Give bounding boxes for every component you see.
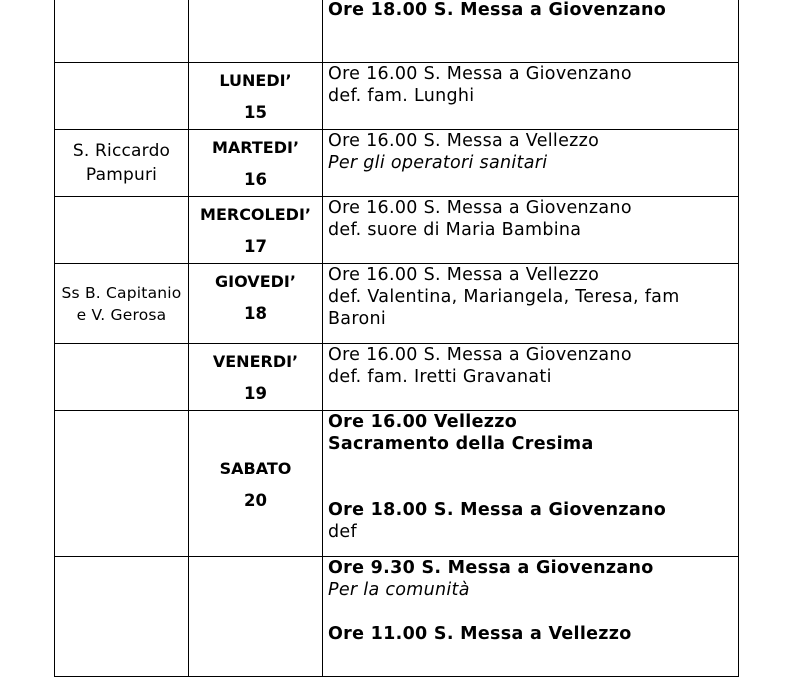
- event-line: Sacramento della Cresima: [328, 434, 594, 454]
- day-cell: [189, 130, 323, 197]
- weekday-label: MERCOLEDI’: [200, 205, 311, 224]
- day-number: 19: [244, 384, 267, 403]
- event-line: def: [328, 522, 357, 542]
- saint-cell: [55, 344, 189, 411]
- event-line: Ore 18.00 S. Messa a Giovenzano: [328, 0, 667, 20]
- event-line: Ore 11.00 S. Messa a Vellezzo: [328, 624, 632, 644]
- day-cell: [189, 557, 323, 677]
- event-cell: [323, 344, 739, 411]
- schedule-row: [55, 264, 739, 344]
- event-line: def. fam. Lunghi: [328, 86, 475, 106]
- event-line: Per gli operatori sanitari: [328, 153, 548, 173]
- day-cell: [189, 63, 323, 130]
- event-line: Ore 16.00 S. Messa a Giovenzano: [328, 64, 632, 84]
- event-line: Ore 16.00 Vellezzo: [328, 412, 518, 432]
- event-line: def. Valentina, Mariangela, Teresa, fam: [328, 287, 680, 307]
- saint-cell: [55, 197, 189, 264]
- weekday-label: GIOVEDI’: [215, 272, 296, 291]
- weekday-label: MARTEDI’: [211, 138, 300, 157]
- schedule-row: [55, 63, 739, 130]
- saint-cell: S. Riccardo Pampuri: [55, 130, 189, 197]
- event-line: Ore 18.00 S. Messa a Giovenzano: [328, 500, 667, 520]
- day-number: 15: [244, 103, 267, 122]
- spacer: [328, 601, 738, 623]
- schedule-row: [55, 130, 739, 197]
- event-cell: [323, 411, 739, 557]
- event-cell: [323, 557, 739, 677]
- day-cell: [189, 411, 323, 557]
- saint-cell: Ss B. Capitanio e V. Gerosa: [55, 264, 189, 344]
- schedule-row: [55, 557, 739, 677]
- event-line: def. suore di Maria Bambina: [328, 220, 582, 240]
- day-number: 18: [244, 304, 267, 323]
- day-cell: [189, 0, 323, 63]
- schedule-row: [55, 197, 739, 264]
- weekday-label: SABATO: [219, 458, 292, 478]
- mass-schedule-table: [54, 0, 739, 677]
- event-line: Baroni: [328, 309, 386, 329]
- schedule-row: [55, 0, 739, 63]
- saint-cell: [55, 557, 189, 677]
- schedule-row: [55, 411, 739, 557]
- event-line: Ore 16.00 S. Messa a Giovenzano: [328, 198, 632, 218]
- event-line: Ore 16.00 S. Messa a Vellezzo: [328, 131, 600, 151]
- saint-cell: [55, 411, 189, 557]
- day-cell: [189, 344, 323, 411]
- event-cell: [323, 0, 739, 63]
- schedule-row: [55, 344, 739, 411]
- spacer: [328, 477, 738, 499]
- event-cell: [323, 63, 739, 130]
- event-line: Ore 9.30 S. Messa a Giovenzano: [328, 558, 654, 578]
- spacer: [328, 455, 738, 477]
- event-line: Ore 16.00 S. Messa a Giovenzano: [328, 345, 632, 365]
- event-line: Per la comunità: [328, 580, 470, 600]
- event-cell: [323, 197, 739, 264]
- day-number: 20: [244, 490, 267, 510]
- saint-cell: [55, 63, 189, 130]
- day-cell: [189, 197, 323, 264]
- weekday-label: LUNEDI’: [219, 71, 292, 90]
- day-number: 17: [244, 237, 267, 256]
- weekday-label: VENERDI’: [212, 352, 299, 371]
- event-line: def. fam. Iretti Gravanati: [328, 367, 552, 387]
- day-cell: [189, 264, 323, 344]
- event-cell: [323, 130, 739, 197]
- event-line: Ore 16.00 S. Messa a Vellezzo: [328, 265, 600, 285]
- saint-cell: [55, 0, 189, 63]
- day-number: 16: [244, 170, 267, 189]
- event-cell: [323, 264, 739, 344]
